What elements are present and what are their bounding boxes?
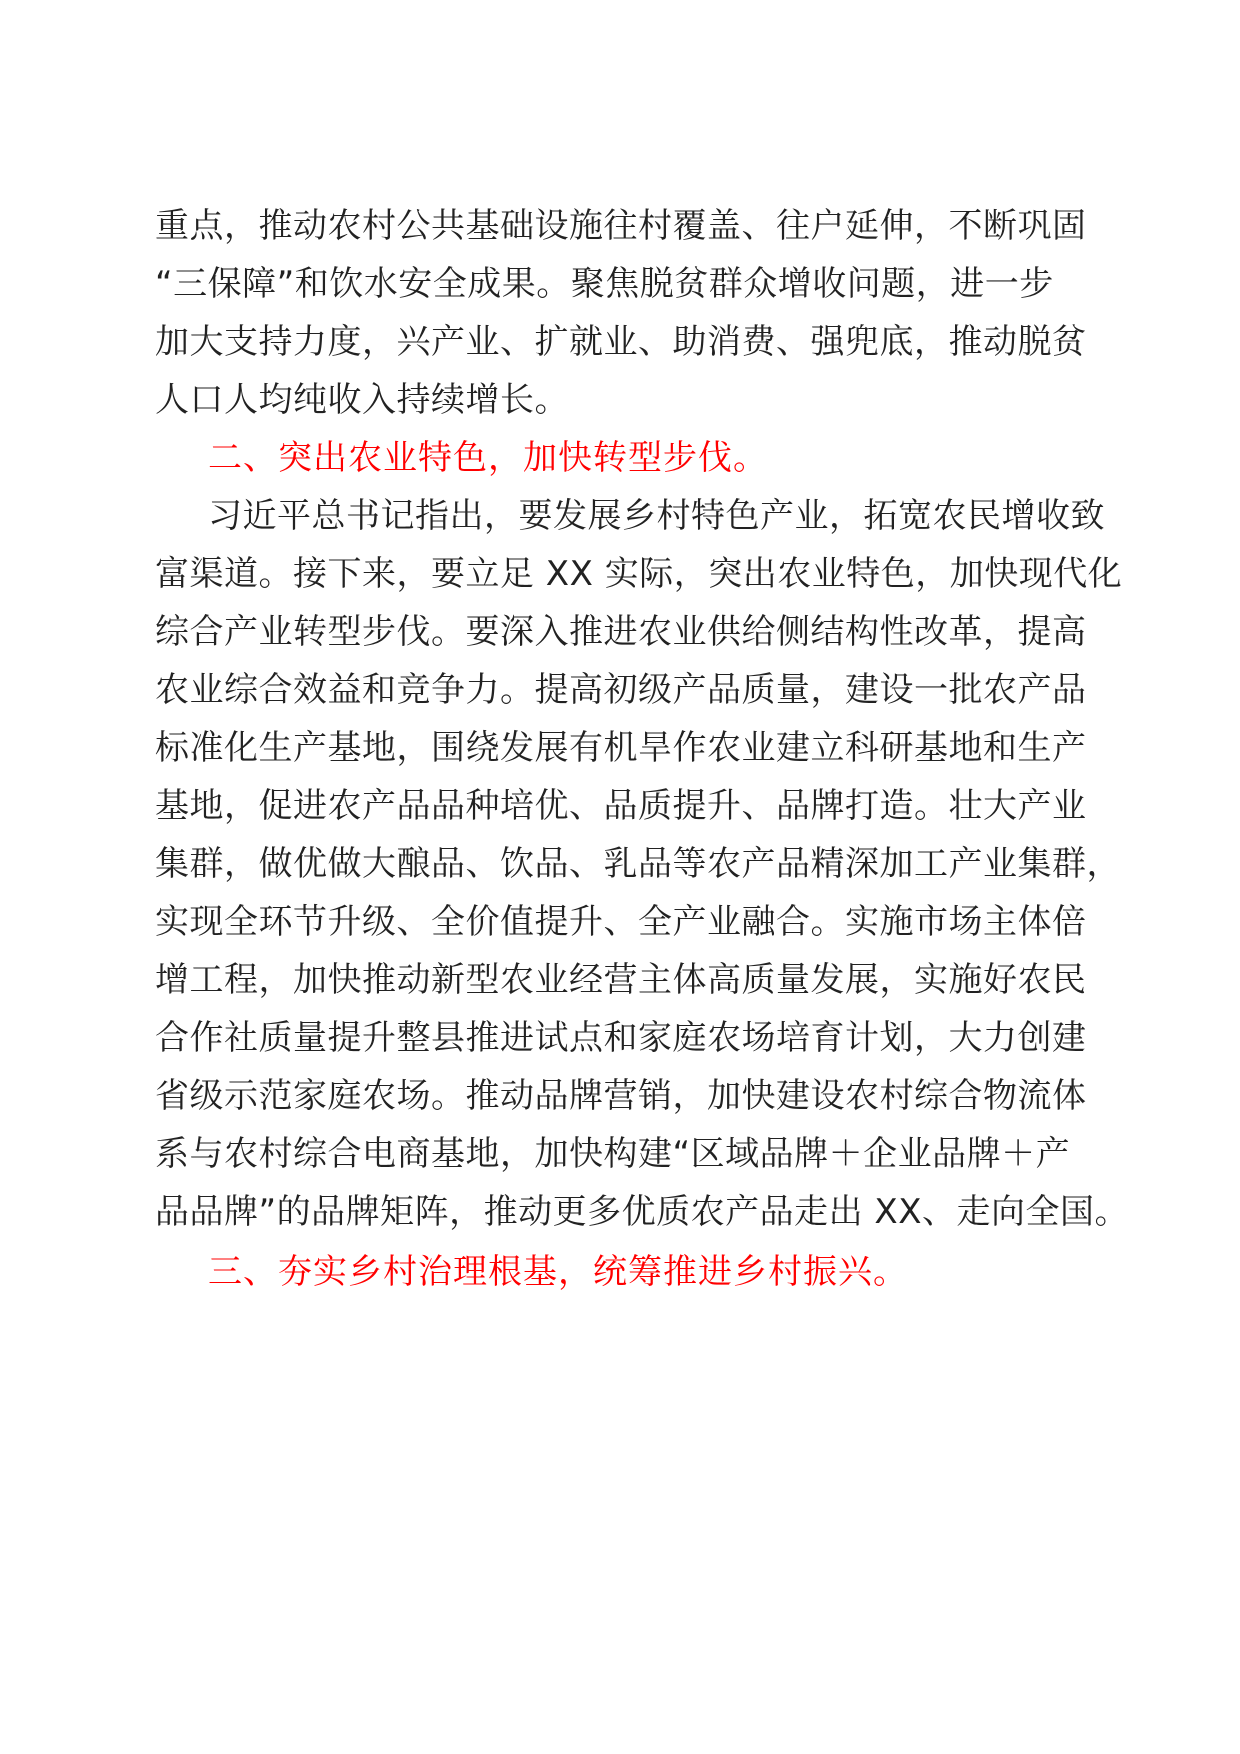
paragraph-2-line-3: 综合产业转型步伐。要深入推进农业供给侧结构性改革，提高: [155, 612, 1087, 652]
paragraph-2-line-11: 省级示范家庭农场。推动品牌营销，加快建设农村综合物流体: [155, 1076, 1087, 1116]
paragraph-2-line-5: 标准化生产基地，围绕发展有机旱作农业建立科研基地和生产: [155, 728, 1087, 768]
section-heading-3: 三、夯实乡村治理根基，统筹推进乡村振兴。: [208, 1252, 908, 1292]
paragraph-2-line-13: 品品牌”的品牌矩阵，推动更多优质农产品走出 XX、走向全国。: [155, 1192, 1130, 1232]
paragraph-1-line-4: 人口人均纯收入持续增长。: [155, 380, 569, 420]
paragraph-2-line-7: 集群，做优做大酿品、饮品、乳品等农产品精深加工产业集群，: [155, 844, 1121, 884]
section-heading-2: 二、突出农业特色，加快转型步伐。: [208, 438, 768, 478]
paragraph-2-line-2: 富渠道。接下来，要立足 XX 实际，突出农业特色，加快现代化: [155, 554, 1123, 594]
paragraph-2-line-6: 基地，促进农产品品种培优、品质提升、品牌打造。壮大产业: [155, 786, 1087, 826]
paragraph-2-line-8: 实现全环节升级、全价值提升、全产业融合。实施市场主体倍: [155, 902, 1087, 942]
paragraph-2-line-9: 增工程，加快推动新型农业经营主体高质量发展，实施好农民: [155, 960, 1087, 1000]
paragraph-1-line-2: “三保障”和饮水安全成果。聚焦脱贫群众增收问题，进一步: [155, 264, 1054, 304]
paragraph-2-line-12: 系与农村综合电商基地，加快构建“区域品牌＋企业品牌＋产: [155, 1134, 1071, 1174]
paragraph-1-line-1: 重点，推动农村公共基础设施往村覆盖、往户延伸，不断巩固: [155, 206, 1087, 246]
paragraph-1-line-3: 加大支持力度，兴产业、扩就业、助消费、强兜底，推动脱贫: [155, 322, 1087, 362]
paragraph-2-line-10: 合作社质量提升整县推进试点和家庭农场培育计划，大力创建: [155, 1018, 1087, 1058]
paragraph-2-line-4: 农业综合效益和竞争力。提高初级产品质量，建设一批农产品: [155, 670, 1087, 710]
paragraph-2-line-1: 习近平总书记指出，要发展乡村特色产业，拓宽农民增收致: [208, 496, 1105, 536]
